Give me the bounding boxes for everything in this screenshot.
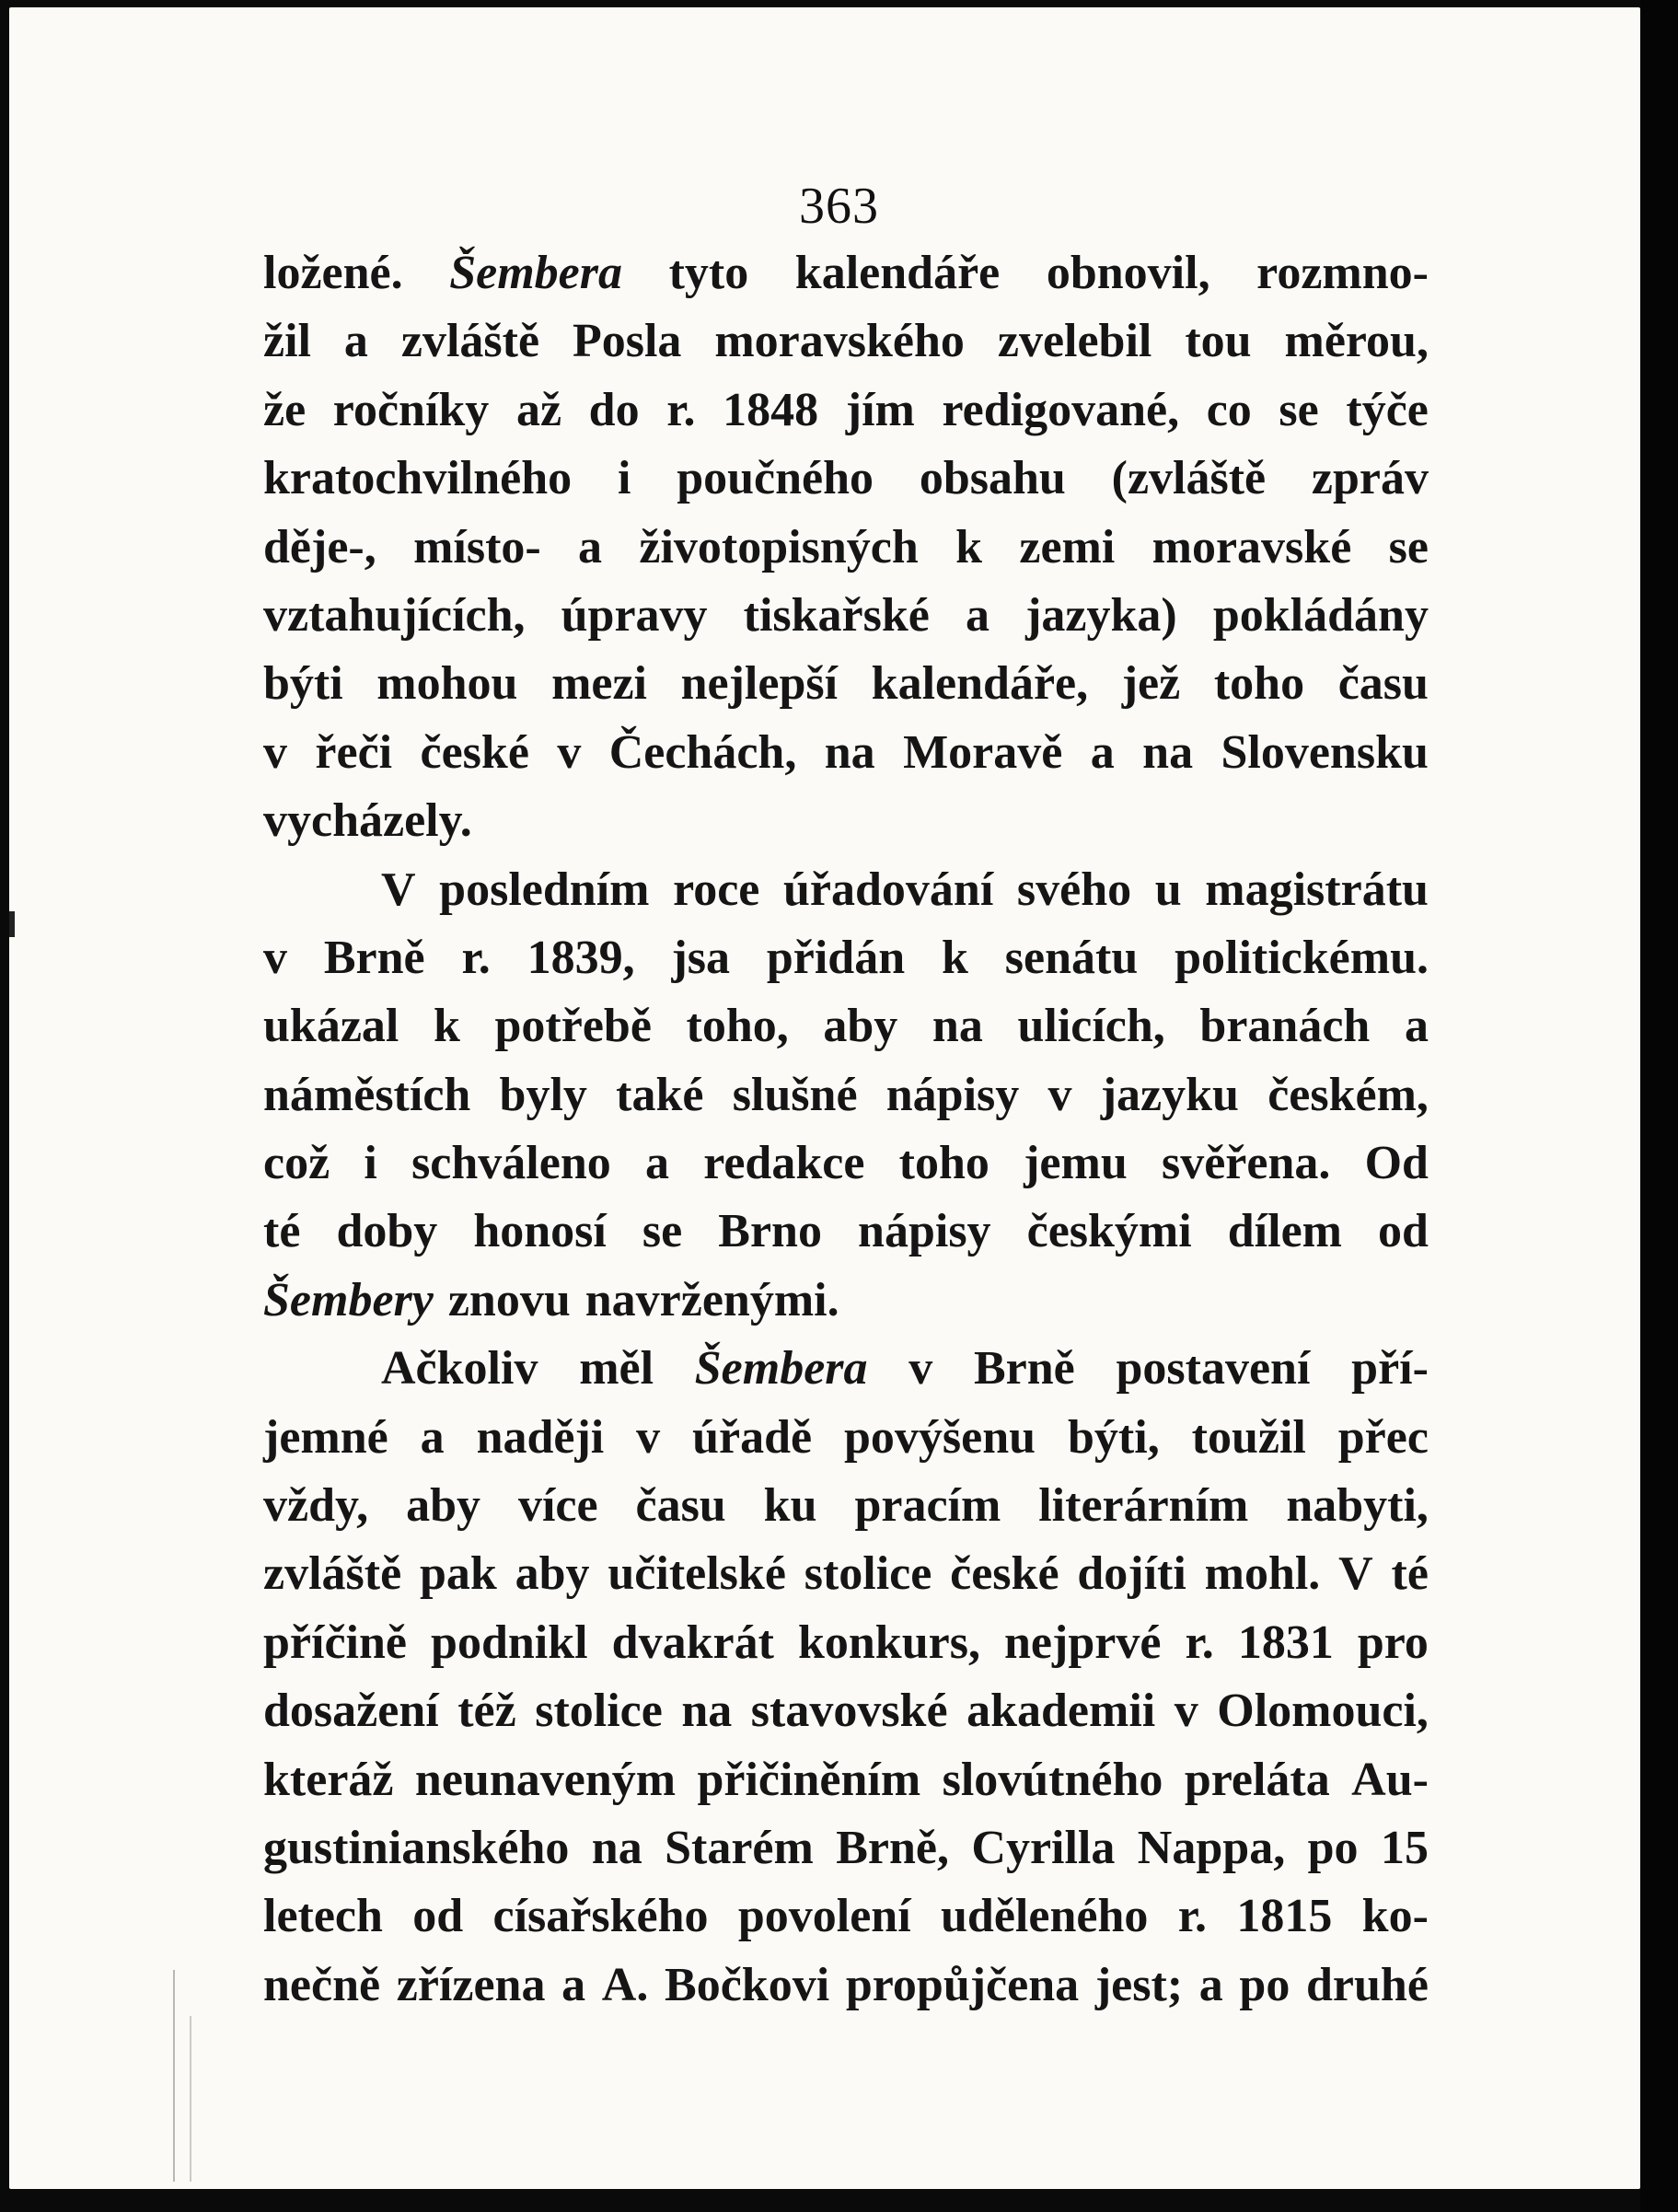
- body-text: [263, 239, 1429, 2020]
- word: dvakrát: [611, 1616, 774, 1669]
- word: v: [263, 931, 287, 984]
- word: potřebě: [494, 1000, 652, 1053]
- word: zvláště: [400, 315, 540, 368]
- word: v: [557, 725, 582, 779]
- word: v: [1174, 1685, 1198, 1738]
- word: nápisy: [885, 1068, 1020, 1121]
- word: Ačkoliv: [381, 1342, 538, 1396]
- word: císařského: [492, 1890, 709, 1943]
- word: jazyku: [1100, 1068, 1239, 1121]
- word: času: [1337, 657, 1429, 711]
- text-line: [263, 1951, 1429, 2020]
- word: roce: [673, 863, 760, 916]
- word: českém,: [1267, 1068, 1429, 1121]
- word: býti,: [1068, 1410, 1160, 1464]
- word: Od: [1364, 1137, 1429, 1190]
- word: toho,: [686, 1000, 789, 1053]
- word: Au-: [1351, 1753, 1429, 1806]
- word: Olomouci,: [1217, 1685, 1429, 1738]
- word: politickému.: [1175, 931, 1429, 984]
- word: Bočkovi: [665, 1958, 830, 2011]
- text-line: [263, 650, 1429, 718]
- word: a: [644, 1137, 669, 1190]
- word: též: [457, 1685, 516, 1738]
- text-line: [263, 1677, 1429, 1745]
- word: propůjčena: [845, 1958, 1080, 2011]
- word: jemné: [263, 1410, 388, 1464]
- word: slovútného: [942, 1753, 1163, 1806]
- word: Cyrilla: [971, 1821, 1116, 1874]
- text-line: [263, 1746, 1429, 1814]
- word: ložené.: [263, 247, 403, 299]
- word: Čechách,: [608, 725, 797, 779]
- word: zemi: [1019, 520, 1116, 573]
- word: děje-,: [263, 520, 376, 573]
- word: mohl.: [1204, 1547, 1321, 1601]
- word: ku: [763, 1479, 817, 1533]
- text-line: [263, 1472, 1429, 1540]
- word: gustinianského: [263, 1821, 570, 1874]
- text-line: [263, 1882, 1429, 1951]
- word: uděleného: [941, 1890, 1149, 1943]
- word: jazyka): [1025, 588, 1177, 642]
- paper-crease: [173, 1970, 175, 2182]
- word: jež: [1121, 657, 1181, 711]
- word: konkurs,: [797, 1616, 980, 1669]
- word: pro: [1357, 1616, 1429, 1669]
- word: aby: [823, 1000, 898, 1053]
- word: ukázal: [263, 1000, 399, 1053]
- word: dojíti: [1077, 1547, 1186, 1601]
- text-line: [263, 239, 1429, 307]
- word: a: [420, 1410, 445, 1464]
- word: toužil: [1191, 1410, 1306, 1464]
- word: r.: [1185, 1616, 1214, 1669]
- word: mohou: [376, 657, 518, 711]
- word: tyto: [668, 247, 749, 299]
- word: 1848: [723, 383, 819, 436]
- text-line: [263, 445, 1429, 513]
- word: se: [1279, 383, 1319, 436]
- word: pak: [419, 1547, 497, 1601]
- word: a: [561, 1958, 586, 2011]
- word: a: [343, 315, 368, 368]
- word: Nappa,: [1137, 1821, 1286, 1874]
- word: místo-: [413, 520, 541, 573]
- word: žil: [263, 315, 311, 368]
- text-line: [263, 1609, 1429, 1677]
- word: stolice: [804, 1547, 932, 1601]
- word: kratochvilného: [263, 452, 573, 505]
- text-line: [263, 787, 1429, 855]
- word: senátu: [1004, 931, 1139, 984]
- word: vždy,: [263, 1479, 369, 1533]
- word: 1815: [1236, 1890, 1333, 1943]
- word: vztahujících,: [263, 588, 526, 642]
- scan-dark-edge: [1640, 0, 1678, 2212]
- word: rozmno-: [1256, 247, 1429, 299]
- word: českými: [1026, 1205, 1192, 1258]
- word: se: [642, 1205, 683, 1258]
- word: stavovské: [750, 1685, 948, 1738]
- text-line: [263, 1198, 1429, 1266]
- word: nápisy: [858, 1205, 991, 1258]
- word: preláta: [1184, 1753, 1330, 1806]
- word: úřadování: [783, 863, 994, 916]
- word: měl: [579, 1342, 654, 1396]
- word: jemu: [1024, 1137, 1128, 1190]
- word: Posla: [572, 315, 682, 368]
- text-line: [263, 1540, 1429, 1608]
- word: zvláště: [263, 1547, 402, 1601]
- word: Brně,: [836, 1821, 949, 1874]
- word: přec: [1337, 1410, 1429, 1464]
- text-line: [263, 514, 1429, 582]
- word: posledním: [439, 863, 650, 916]
- word: tiskařské: [743, 588, 930, 642]
- word: stolice: [535, 1685, 663, 1738]
- word: vycházely.: [263, 794, 472, 848]
- text-line: [263, 582, 1429, 650]
- word: povolení: [737, 1890, 911, 1943]
- word: kalendáře,: [871, 657, 1089, 711]
- scan-edge-mark: [9, 911, 15, 937]
- word: pracím: [854, 1479, 1001, 1533]
- word: příčině: [263, 1616, 407, 1669]
- word: ročníky: [332, 383, 490, 436]
- word: tou: [1185, 315, 1252, 368]
- word: na: [824, 725, 875, 779]
- word: a: [965, 588, 989, 642]
- word: týče: [1346, 383, 1429, 436]
- word: neunaveným: [414, 1753, 677, 1806]
- word: v: [908, 1342, 933, 1396]
- word: k: [433, 1000, 460, 1053]
- word: kalendáře: [794, 247, 1001, 299]
- text-line: [263, 856, 1429, 924]
- word: té: [263, 1205, 301, 1258]
- word: r.: [461, 931, 491, 984]
- word: na: [681, 1685, 733, 1738]
- word: Brně: [323, 931, 425, 984]
- word: 1831: [1237, 1616, 1334, 1669]
- text-line: [263, 376, 1429, 445]
- word: r.: [666, 383, 696, 436]
- word: od: [412, 1890, 464, 1943]
- word: Šembera: [694, 1342, 868, 1396]
- word: Brno: [718, 1205, 822, 1258]
- text-line: [263, 1061, 1429, 1129]
- word: toho: [898, 1137, 989, 1190]
- word: (zvláště: [1111, 452, 1267, 505]
- word: do: [588, 383, 640, 436]
- word: náměstích: [263, 1068, 471, 1121]
- word: moravské: [1151, 520, 1352, 573]
- word: V: [1338, 1547, 1373, 1601]
- word: co: [1206, 383, 1252, 436]
- word: letech: [263, 1890, 383, 1943]
- word: více: [517, 1479, 598, 1533]
- word: jest;: [1094, 1958, 1184, 2011]
- text-line: [263, 1129, 1429, 1198]
- word: literárním: [1038, 1479, 1249, 1533]
- text-line: [263, 1335, 1429, 1403]
- word: a: [1198, 1958, 1223, 2011]
- word: i: [364, 1137, 377, 1190]
- page-number: 363: [799, 178, 879, 235]
- word: slušné: [732, 1068, 858, 1121]
- word: znovu: [447, 1273, 571, 1326]
- word: obsahu: [919, 452, 1066, 505]
- word: Šembera: [449, 247, 622, 299]
- word: zpráv: [1311, 452, 1429, 505]
- word: po: [1307, 1821, 1359, 1874]
- word: a: [1090, 725, 1115, 779]
- word: svého: [1016, 863, 1132, 916]
- word: a: [1404, 1000, 1429, 1053]
- word: přičiněním: [697, 1753, 921, 1806]
- word: také: [616, 1068, 704, 1121]
- word: byly: [499, 1068, 587, 1121]
- word: 15: [1380, 1821, 1429, 1874]
- word: akademii: [966, 1685, 1156, 1738]
- word: Starém: [665, 1821, 814, 1874]
- word: mezi: [551, 657, 647, 711]
- word: učitelské: [608, 1547, 786, 1601]
- word: na: [1142, 725, 1194, 779]
- word: magistrátu: [1205, 863, 1429, 916]
- word: jím: [845, 383, 915, 436]
- word: druhé: [1306, 1958, 1429, 2011]
- word: Šembery: [263, 1273, 434, 1326]
- word: dílem: [1227, 1205, 1342, 1258]
- word: nejprvé: [1004, 1616, 1162, 1669]
- word: přidán: [766, 931, 906, 984]
- word: povýšenu: [844, 1410, 1036, 1464]
- text-line: [263, 924, 1429, 992]
- word: ulicích,: [1017, 1000, 1165, 1053]
- word: podnikl: [431, 1616, 588, 1669]
- word: pokládány: [1212, 588, 1429, 642]
- word: naději: [476, 1410, 605, 1464]
- word: obnovil,: [1046, 247, 1210, 299]
- word: u: [1154, 863, 1182, 916]
- word: r.: [1177, 1890, 1208, 1943]
- word: schváleno: [411, 1137, 611, 1190]
- word: doby: [336, 1205, 438, 1258]
- word: 1839,: [527, 931, 635, 984]
- word: býti: [263, 657, 343, 711]
- word: měrou,: [1284, 315, 1429, 368]
- word: české: [950, 1547, 1059, 1601]
- word: poučného: [677, 452, 874, 505]
- word: nejlepší: [680, 657, 839, 711]
- word: kteráž: [263, 1753, 394, 1806]
- word: k: [955, 520, 983, 573]
- word: aby: [515, 1547, 590, 1601]
- word: od: [1378, 1205, 1429, 1258]
- word: se: [1388, 520, 1429, 573]
- word: ko-: [1361, 1890, 1429, 1943]
- text-line: [263, 1267, 1429, 1335]
- word: že: [263, 383, 307, 436]
- word: navrženými.: [584, 1273, 839, 1326]
- word: úpravy: [561, 588, 708, 642]
- word: v: [263, 725, 287, 779]
- word: k: [942, 931, 968, 984]
- word: dosažení: [263, 1685, 439, 1738]
- word: nabyti,: [1286, 1479, 1429, 1533]
- word: redakce: [703, 1137, 865, 1190]
- word: na: [932, 1000, 983, 1053]
- word: zřízena: [396, 1958, 546, 2011]
- word: aby: [406, 1479, 480, 1533]
- word: Brně: [974, 1342, 1075, 1396]
- word: což: [263, 1137, 330, 1190]
- word: a: [578, 520, 603, 573]
- word: A.: [601, 1958, 649, 2011]
- word: jsa: [671, 931, 731, 984]
- word: redigované,: [942, 383, 1180, 436]
- word: času: [635, 1479, 726, 1533]
- word: V: [381, 863, 416, 916]
- word: Slovensku: [1221, 725, 1429, 779]
- text-line: [263, 1814, 1429, 1882]
- word: toho: [1213, 657, 1305, 711]
- word: v: [636, 1410, 661, 1464]
- word: i: [617, 452, 631, 505]
- word: úřadě: [692, 1410, 813, 1464]
- word: po: [1239, 1958, 1290, 2011]
- word: branách: [1199, 1000, 1371, 1053]
- word: řeči: [315, 725, 393, 779]
- word: honosí: [473, 1205, 607, 1258]
- text-line: [263, 719, 1429, 787]
- word: až: [515, 383, 562, 436]
- word: svěřena.: [1161, 1137, 1331, 1190]
- word: v: [1047, 1068, 1072, 1121]
- text-line: [263, 992, 1429, 1060]
- word: pří-: [1351, 1342, 1429, 1396]
- word: moravského: [714, 315, 965, 368]
- word: životopisných: [639, 520, 919, 573]
- word: té: [1391, 1547, 1429, 1601]
- text-line: [263, 1404, 1429, 1472]
- text-line: [263, 307, 1429, 376]
- word: nečně: [263, 1958, 381, 2011]
- word: zvelebil: [997, 315, 1152, 368]
- word: české: [420, 725, 529, 779]
- word: postavení: [1116, 1342, 1311, 1396]
- word: Moravě: [903, 725, 1063, 779]
- word: na: [591, 1821, 642, 1874]
- paper-crease: [190, 2016, 191, 2182]
